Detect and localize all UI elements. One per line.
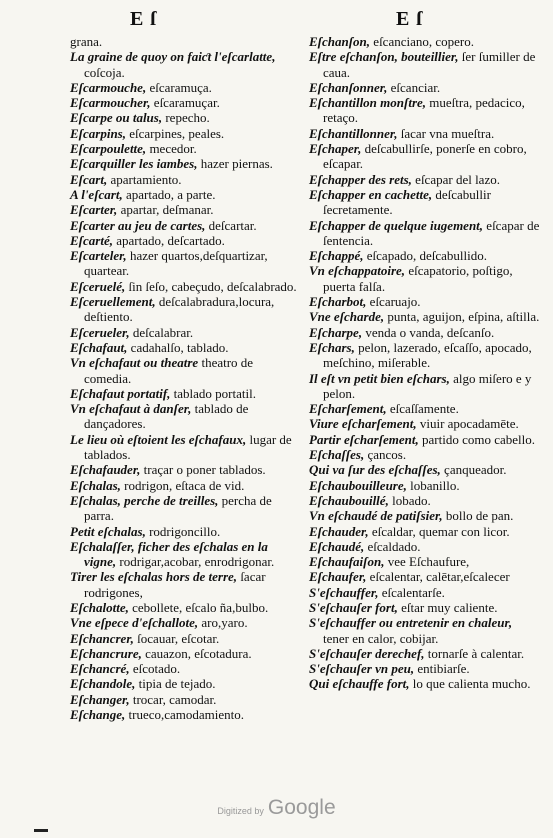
headword: Vn eſchaudé de patiſsier, (309, 508, 443, 524)
headword: Eſchauder, (309, 523, 369, 539)
dictionary-entry (70, 646, 302, 661)
header-right: E ſ (396, 8, 423, 30)
translation: mecedor. (149, 141, 197, 157)
translation: lobanillo. (410, 477, 460, 493)
translation: apartado, deſcartado. (116, 232, 225, 248)
translation: hazer piernas. (200, 156, 273, 172)
dictionary-entry (70, 462, 302, 477)
dictionary-entry (70, 432, 302, 463)
headword: Eſchaubouilleure, (309, 477, 407, 493)
translation: algo miſero e y pelon. (323, 370, 532, 401)
translation: deſcartar. (208, 217, 257, 233)
headword: Eſchanſonner, (309, 79, 388, 95)
dictionary-entry (309, 95, 541, 126)
translation: eſcanciar. (390, 79, 441, 95)
translation: coſcoja. (84, 64, 125, 80)
translation: hazer quartos,deſquartizar, quartear. (84, 248, 268, 279)
translation: eſtar muy caliente. (401, 599, 498, 615)
dictionary-entry (309, 569, 541, 584)
dictionary-entry (309, 371, 541, 402)
dictionary-entry (70, 294, 302, 325)
headword: Viure eſcharſement, (309, 416, 417, 432)
translation: cauazon, eſcotadura. (145, 645, 252, 661)
dictionary-entry (70, 478, 302, 493)
translation: eſcanciano, copero. (373, 34, 474, 49)
dictionary-entry (309, 80, 541, 95)
dictionary-entry (70, 676, 302, 691)
dictionary-entry (70, 600, 302, 615)
translation: viuir apocadamēte. (419, 416, 519, 432)
translation: eſcaldar, quemar con licor. (371, 523, 510, 539)
dictionary-entry (309, 34, 541, 49)
translation: ſacar rodrigones, (84, 569, 266, 600)
headword: Vn eſchafaut à danſer, (70, 401, 192, 417)
translation: rodrigoncillo. (149, 523, 221, 539)
headword: Eſcharbot, (309, 294, 367, 310)
headword: Qui eſchauffe fort, (309, 676, 410, 692)
headword: Eſcarpins, (70, 125, 126, 141)
dictionary-entry (70, 707, 302, 722)
translation: lugar de tablados. (84, 431, 292, 463)
headword: Il eſt vn petit bien eſchars, (309, 370, 450, 386)
headword: Eſchapper de quelque iugement, (309, 217, 484, 233)
headword: A l'eſcart, (70, 186, 123, 202)
translation: eſcapar de ſentencia. (323, 217, 540, 248)
headword: Eſceruelé, (70, 278, 126, 294)
headword: Eſchaper, (309, 141, 362, 157)
translation: eſcaſſamente. (389, 401, 459, 417)
headword: Eſcarter au jeu de cartes, (70, 217, 206, 233)
dictionary-entry (309, 585, 541, 600)
translation: traçar o poner tablados. (143, 462, 266, 478)
headword: Eſchantillonner, (309, 125, 398, 141)
translation: eſcarpines, peales. (129, 125, 225, 141)
dictionary-entry (309, 508, 541, 523)
headword: Eſceruellement, (70, 294, 156, 310)
dictionary-entry (309, 126, 541, 141)
headword: Eſchars, (309, 339, 355, 355)
headword: Eſchaudé, (309, 538, 365, 554)
left-column (70, 34, 302, 722)
translation: partido como cabello. (422, 431, 536, 447)
dictionary-entry (309, 187, 541, 218)
headword: Eſchaufaiſon, (309, 554, 385, 570)
dictionary-entry (309, 447, 541, 462)
headword: Eſchancrure, (70, 645, 142, 661)
dictionary-entry (309, 218, 541, 249)
headword: Eſchantillon monſtre, (309, 95, 427, 111)
translation: çanqueador. (444, 462, 507, 478)
dictionary-entry (309, 141, 541, 172)
dictionary-entry (70, 248, 302, 279)
right-column (309, 34, 541, 692)
headword: Eſcarter, (70, 202, 118, 218)
google-logo: Google (267, 796, 336, 819)
dictionary-entry (70, 692, 302, 707)
dictionary-entry (70, 524, 302, 539)
translation: repecho. (165, 110, 210, 126)
dictionary-entry (70, 95, 302, 110)
headword: Vne eſpece d'eſchallote, (70, 615, 199, 631)
headword: La graine de quoy on faiƈt l'eſcarlatte, (70, 49, 276, 65)
translation: eſcalentarſe. (381, 584, 445, 600)
translation: grana. (70, 34, 103, 49)
dictionary-entry (309, 646, 541, 661)
headword: Eſcharpe, (309, 324, 363, 340)
translation: lo que calienta mucho. (412, 676, 531, 692)
dictionary-entry (309, 325, 541, 340)
translation: tener en calor, cobijar. (323, 630, 439, 646)
headword: Eſchancrer, (70, 630, 134, 646)
translation: deſcalabradura,locura, deſtiento. (84, 294, 275, 325)
translation: ſacar vna mueſtra. (400, 125, 495, 141)
dictionary-entry (70, 355, 302, 386)
headword: Eſchaſſes, (309, 447, 365, 463)
dictionary-entry (309, 172, 541, 187)
translation: vee Eſchaufure, (387, 554, 470, 570)
dictionary-entry (309, 600, 541, 615)
headword: Eſchandole, (70, 676, 136, 692)
headword: Eſcarteler, (70, 248, 127, 264)
translation: deſcabullir ſecretamente. (323, 186, 491, 218)
dictionary-entry (309, 294, 541, 309)
header-left: E ſ (130, 8, 157, 30)
dictionary-entry (70, 615, 302, 630)
dictionary-entry (70, 539, 302, 570)
headword: Eſchanſon, (309, 34, 371, 49)
headword: Eſchafauder, (70, 462, 141, 478)
digitization-footer (0, 796, 553, 820)
dictionary-entry (309, 478, 541, 493)
dictionary-entry (309, 676, 541, 691)
dictionary-entry (70, 141, 302, 156)
dictionary-entry (70, 340, 302, 355)
headword: S'eſchauſer fort, (309, 599, 398, 615)
dictionary-entry (309, 416, 541, 431)
translation: tablado de danҫadores. (84, 401, 249, 432)
headword: Eſchanger, (70, 691, 130, 707)
translation: trueco,camodamiento. (128, 707, 245, 723)
dictionary-entry (70, 218, 302, 233)
translation: çancos. (367, 447, 407, 463)
translation: ſer ſumiller de caua. (323, 49, 536, 80)
headword: Eſchaufer, (309, 569, 367, 585)
dictionary-entry (309, 263, 541, 294)
dictionary-entry (309, 661, 541, 676)
translation: eſcalentar, calētar,eſcalecer (369, 569, 510, 585)
translation: rodrigon, eſtaca de vid. (124, 477, 245, 493)
dictionary-entry (70, 80, 302, 95)
translation: apartamiento. (110, 171, 182, 187)
dictionary-entry (70, 233, 302, 248)
digitized-by-text: Digitized by (217, 806, 264, 816)
headword: Eſcarmouche, (70, 79, 147, 95)
headword: Eſcharſement, (309, 401, 387, 417)
headword: Eſchancré, (70, 661, 130, 677)
page-edge-mark (34, 829, 48, 832)
headword: Vn eſchappatoire, (309, 263, 406, 279)
dictionary-entry (70, 156, 302, 171)
dictionary-entry (309, 340, 541, 371)
headword: Eſchange, (70, 707, 126, 723)
translation: theatro de comedia. (84, 355, 254, 386)
dictionary-entry (70, 49, 302, 80)
dictionary-entry (70, 569, 302, 600)
headword: Vn eſchafaut ou theatre (70, 355, 199, 371)
translation: venda o vanda, deſcanſo. (365, 324, 495, 340)
translation: cadahalſo, tablado. (130, 339, 229, 355)
translation: eſcapar del lazo. (415, 171, 500, 187)
headword: Eſchappé, (309, 248, 364, 264)
headword: Eſchalotte, (70, 599, 129, 615)
translation: mueſtra, pedacico, retaço. (323, 95, 525, 126)
translation: lobado. (392, 492, 431, 508)
dictionary-entry (309, 432, 541, 447)
dictionary-entry (70, 34, 302, 49)
headword: Eſcarté, (70, 232, 113, 248)
translation: eſcaramuçar. (153, 95, 220, 111)
dictionary-entry (70, 631, 302, 646)
translation: aro,yaro. (201, 615, 248, 631)
dictionary-entry (309, 493, 541, 508)
translation: punta, aguijon, eſpina, aſtilla. (387, 309, 540, 325)
headword: Eſchafaut, (70, 339, 128, 355)
dictionary-entry (309, 462, 541, 477)
headword: Eſchapper des rets, (309, 171, 412, 187)
translation: eſcapatorio, poſtigo, puerta falſa. (323, 263, 513, 294)
dictionary-entry (309, 401, 541, 416)
dictionary-entry (309, 309, 541, 324)
translation: deſcabullirſe, ponerſe en cobro, eſcapar. (323, 141, 527, 172)
translation: entibiarſe. (417, 661, 470, 677)
dictionary-entry (70, 386, 302, 401)
headword: Vne eſcharde, (309, 309, 385, 325)
headword: Petit eſchalas, (70, 523, 146, 539)
translation: tablado portatil. (173, 385, 256, 401)
dictionary-entry (70, 493, 302, 524)
dictionary-entry (70, 110, 302, 125)
translation: eſcaramuça. (149, 79, 212, 95)
dictionary-entry (309, 554, 541, 569)
translation: apartar, deſmanar. (120, 202, 214, 218)
headword: Partir eſcharſement, (309, 431, 419, 447)
dictionary-entry (309, 248, 541, 263)
headword: Eſchalas, perche de treilles, (70, 492, 219, 508)
translation: rodrigar,acobar, enrodrigonar. (119, 554, 275, 570)
headword: Qui va ſur des eſchaſſes, (309, 462, 441, 478)
headword: S'eſchauffer, (309, 584, 379, 600)
headword: Eſchalaſſer, ficher des eſchalas en la vigne, (70, 538, 268, 570)
translation: trocar, camodar. (132, 691, 217, 707)
headword: Eſcarpe ou talus, (70, 110, 163, 126)
dictionary-entry (309, 615, 541, 646)
headword: Eſcerueler, (70, 324, 130, 340)
translation: pelon, lazerado, eſcaſſo, apocado, meſchino, miſerable. (323, 339, 532, 371)
dictionary-entry (70, 661, 302, 676)
translation: eſcaldado. (367, 538, 421, 554)
headword: Eſchalas, (70, 477, 121, 493)
dictionary-entry (70, 401, 302, 432)
headword: Eſcarquiller les iambes, (70, 156, 198, 172)
translation: eſcotado. (132, 661, 181, 677)
translation: bollo de pan. (445, 508, 514, 524)
translation: tipia de tejado. (138, 676, 216, 692)
headword: S'eſchauſer vn peu, (309, 661, 415, 677)
dictionary-entry (70, 172, 302, 187)
dictionary-entry (70, 279, 302, 294)
headword: Eſchafaut portatif, (70, 385, 171, 401)
headword: Eſcarpoulette, (70, 141, 147, 157)
translation: tornarſe à calentar. (427, 645, 525, 661)
dictionary-entry (309, 49, 541, 80)
dictionary-entry (70, 202, 302, 217)
translation: ſin ſeſo, cabeçudo, deſcalabrado. (128, 278, 297, 294)
dictionary-entry (309, 524, 541, 539)
headword: Eſcart, (70, 171, 108, 187)
headword: Eſtre eſchanſon, bouteillier, (309, 49, 459, 65)
translation: deſcalabrar. (132, 324, 194, 340)
translation: eſcapado, deſcabullido. (366, 248, 487, 264)
headword: S'eſchauſer derechef, (309, 645, 425, 661)
headword: S'eſchauffer ou entretenir en chaleur, (309, 615, 513, 631)
dictionary-entry (70, 126, 302, 141)
headword: Eſcarmoucher, (70, 95, 151, 111)
headword: Tirer les eſchalas hors de terre, (70, 569, 238, 585)
translation: apartado, a parte. (125, 186, 216, 202)
dictionary-entry (70, 187, 302, 202)
translation: percha de parra. (84, 492, 272, 524)
translation: ſocauar, eſcotar. (137, 630, 220, 646)
translation: eſcaruajo. (369, 294, 421, 310)
dictionary-entry (309, 539, 541, 554)
headword: Le lieu où eſtoient les eſchafaux, (70, 431, 247, 447)
headword: Eſchapper en cachette, (309, 186, 433, 202)
headword: Eſchaubouillé, (309, 492, 389, 508)
dictionary-entry (70, 325, 302, 340)
translation: cebollete, eſcalo ña,bulbo. (132, 599, 269, 615)
running-header (0, 8, 553, 34)
